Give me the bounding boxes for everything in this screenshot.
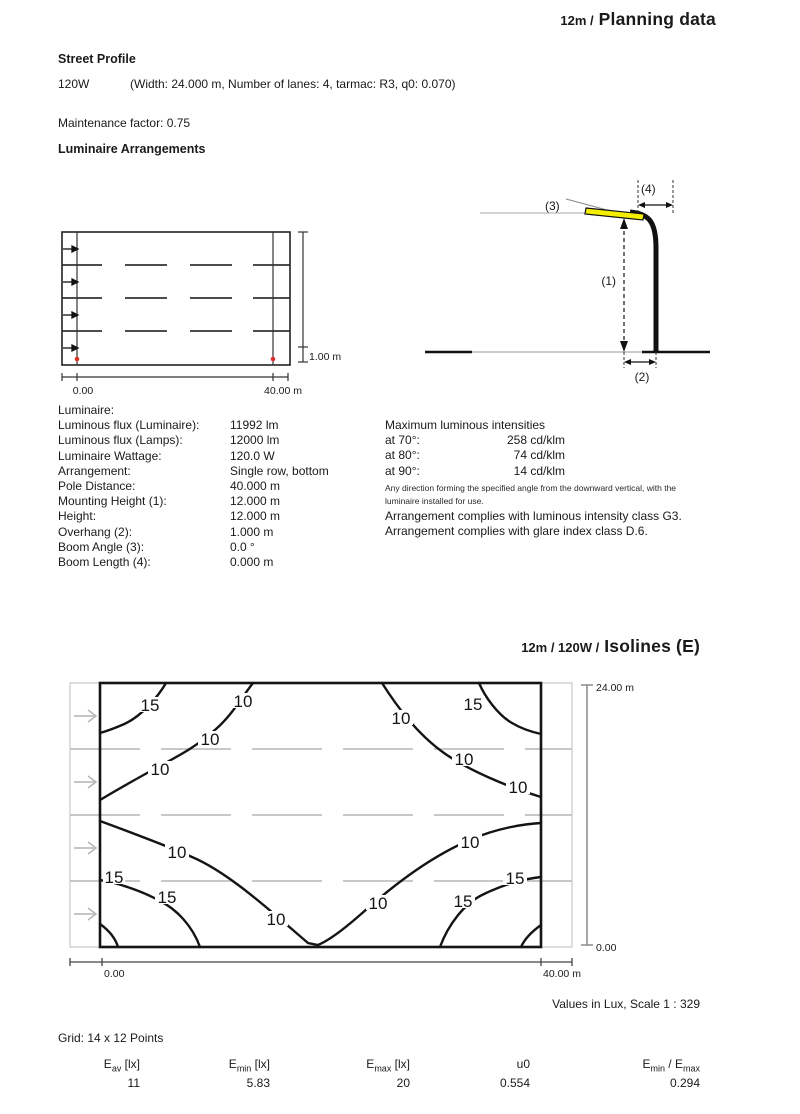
- intensities-heading: Maximum luminous intensities: [385, 418, 546, 432]
- table-row: Boom Angle (3): 0.0 °: [58, 539, 255, 554]
- svg-text:10: 10: [200, 730, 220, 749]
- summary-value: 20: [396, 1076, 410, 1091]
- dim1-arrow-top: [620, 218, 628, 229]
- street-profile-heading: Street Profile: [58, 52, 136, 66]
- intensities-block: [385, 418, 730, 539]
- svg-text:10: 10: [454, 750, 474, 769]
- svg-text:15: 15: [157, 888, 177, 907]
- svg-text:15: 15: [505, 869, 525, 888]
- intensities-footnote-line1: Any direction forming the specified angle from the downward vertical, with the: [385, 482, 677, 493]
- x-axis-start-label: 0.00: [104, 968, 125, 980]
- summary-header: $E_{av}$ [lx]: [103, 1057, 140, 1074]
- overhang-label: 1.00 m: [309, 351, 342, 363]
- summary-col-emin: [190, 1057, 270, 1091]
- x-dimension: [70, 958, 572, 966]
- isolines-title-prefix: 12m / 120W /: [521, 640, 600, 655]
- span-dimension: [62, 373, 288, 381]
- summary-col-emin-emax: [600, 1057, 700, 1091]
- dim1-label: (1): [601, 274, 616, 288]
- dim1-arrow-bottom: [620, 341, 628, 352]
- svg-text:10: 10: [167, 843, 187, 862]
- intensities-footnote-line2: luminaire installed for use.: [385, 495, 484, 506]
- street-profile-row: [58, 77, 455, 92]
- table-row: Pole Distance: 40.000 m: [58, 479, 281, 494]
- summary-header: $E_{min} / E_{max}$: [642, 1057, 700, 1074]
- svg-text:10: 10: [508, 778, 528, 797]
- dim2-arrow-right: [649, 359, 656, 365]
- summary-value: 5.83: [246, 1076, 270, 1091]
- maintenance-factor: Maintenance factor: 0.75: [58, 116, 191, 130]
- dim4-arrow-right: [666, 202, 673, 208]
- intensity-row: at 80°: 74 cd/klm: [385, 448, 565, 463]
- svg-text:15: 15: [140, 696, 160, 715]
- intensity-row: at 90°: 14 cd/klm: [385, 463, 565, 478]
- x-axis-end-label: 40.00 m: [543, 968, 581, 980]
- dim4-arrow-left: [638, 202, 645, 208]
- svg-text:10: 10: [150, 760, 170, 779]
- table-row: Mounting Height (1): 12.000 m: [58, 494, 281, 509]
- page-title-main: Planning data: [598, 9, 716, 29]
- dim2-label: (2): [634, 370, 650, 384]
- dim2-arrow-left: [624, 359, 631, 365]
- table-row: Luminaire:: [58, 403, 115, 417]
- svg-text:10: 10: [266, 910, 286, 929]
- svg-text:15: 15: [453, 892, 473, 911]
- lane-lines: [62, 265, 290, 331]
- summary-value: 0.554: [499, 1076, 530, 1091]
- isolines-title-main: Isolines (E): [604, 636, 700, 656]
- y-axis-top-label: 24.00 m: [596, 682, 634, 694]
- page-title: [560, 9, 716, 30]
- svg-text:15: 15: [104, 868, 124, 887]
- lane-marking-lines: [70, 749, 572, 881]
- svg-text:10: 10: [368, 894, 388, 913]
- luminaire-data-table: [58, 403, 388, 570]
- grid-note: Grid: 14 x 12 Points: [58, 1031, 164, 1045]
- table-row: Height: 12.000 m: [58, 509, 281, 524]
- dim3-label: (3): [545, 199, 560, 213]
- overhang-dimension: [298, 232, 308, 362]
- svg-text:10: 10: [391, 709, 411, 728]
- compliance-intensity-class: Arrangement complies with luminous intensity class G3.: [385, 508, 682, 523]
- table-row: Arrangement: Single row, bottom: [58, 463, 329, 478]
- page-title-prefix: 12m /: [560, 13, 594, 28]
- values-scale-note: Values in Lux, Scale 1 : 329: [552, 997, 700, 1011]
- svg-text:15: 15: [463, 695, 483, 714]
- luminaire-dot-right: [271, 357, 276, 362]
- y-axis-bottom-label: 0.00: [596, 942, 617, 954]
- pole-diagram: [420, 168, 730, 388]
- street-plan-diagram: [55, 225, 355, 405]
- span-end-label: 40.00 m: [264, 385, 302, 397]
- pole: [630, 212, 656, 352]
- summary-value: 0.294: [669, 1076, 700, 1091]
- isoline-value-labels: [103, 692, 530, 929]
- y-dimension: [581, 685, 593, 945]
- compliance-glare-class: Arrangement complies with glare index class D.6.: [385, 524, 648, 539]
- svg-text:10: 10: [460, 833, 480, 852]
- summary-header: $E_{max}$ [lx]: [366, 1057, 410, 1074]
- summary-col-eav: [60, 1057, 140, 1091]
- luminaire-head: [585, 208, 644, 220]
- luminaire-dot-left: [75, 357, 80, 362]
- dim4-label: (4): [641, 182, 656, 196]
- street-name: 120W: [58, 77, 90, 91]
- isolines-title: [521, 636, 700, 657]
- isolines-chart: [60, 675, 660, 980]
- intensity-row: at 70°: 258 cd/klm: [385, 433, 565, 448]
- street-params: (Width: 24.000 m, Number of lanes: 4, tarmac: R3, q0: 0.070): [130, 77, 456, 91]
- summary-value: 11: [127, 1076, 140, 1091]
- summary-col-u0: [450, 1057, 530, 1091]
- summary-header: $E_{min}$ [lx]: [228, 1057, 270, 1074]
- table-row: Luminaire Wattage: 120.0 W: [58, 448, 275, 463]
- svg-text:10: 10: [233, 692, 253, 711]
- summary-col-emax: [330, 1057, 410, 1091]
- table-row: Overhang (2): 1.000 m: [58, 524, 274, 539]
- arrangements-heading: Luminaire Arrangements: [58, 142, 206, 156]
- table-row: Boom Length (4): 0.000 m: [58, 555, 274, 570]
- table-row: Luminous flux (Luminaire): 11992 lm: [58, 418, 279, 433]
- table-row: Luminous flux (Lamps): 12000 lm: [58, 433, 280, 448]
- summary-header: u0: [516, 1057, 530, 1071]
- span-start-label: 0.00: [72, 385, 94, 397]
